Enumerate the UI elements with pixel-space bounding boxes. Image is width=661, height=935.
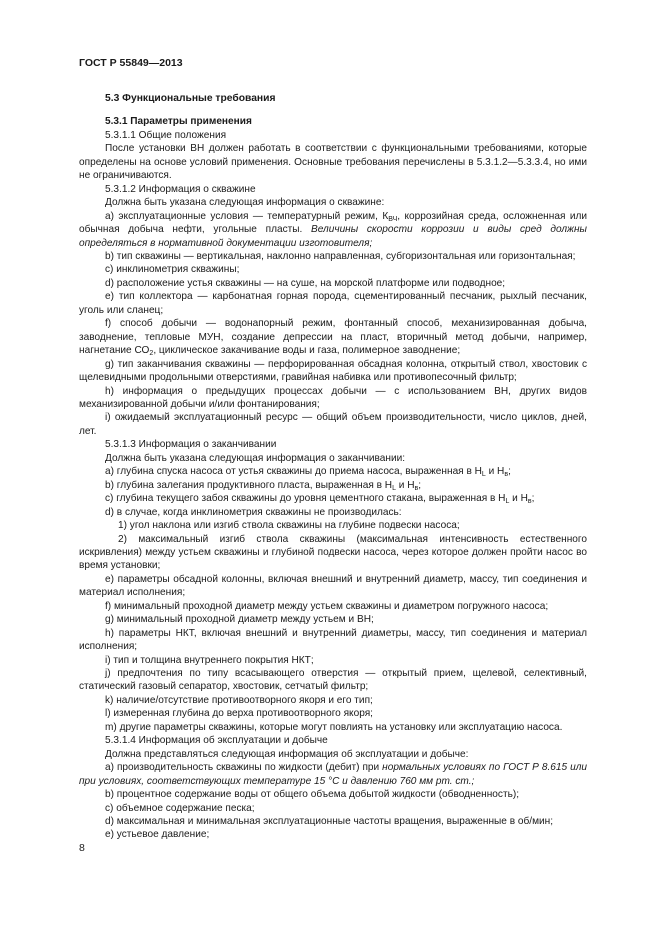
paragraph: После установки ВН должен работать в соответствии с функциональными требованиями, которые определены на основе условий применения. Основные требования перечислены в 5.3.1.2—5.3.3.4, но ими не ограничиваются.: [79, 143, 587, 182]
list-item: k) наличие/отсутствие противоотворного якоря и его тип;: [105, 694, 373, 706]
list-item: b) тип скважины — вертикальная, наклонно направленная, субгоризонтальная или горизонтальная;: [105, 250, 576, 262]
list-item: i) тип и толщина внутреннего покрытия НКТ;: [105, 654, 314, 666]
list-item: l) измеренная глубина до верха противоотворного якоря;: [105, 708, 373, 720]
page-number: 8: [79, 842, 85, 854]
list-subitem: 1) угол наклона или изгиб ствола скважины на глубине подвески насоса;: [118, 520, 460, 532]
list-item: а) производительность скважины по жидкости (дебит) при нормальных условиях по ГОСТ Р 8.615 или при условиях, соответствующих температуре 15 °С и давлению 760 мм рт. ст.;: [79, 762, 588, 787]
paragraph: Должна быть указана следующая информация о скважине:: [105, 197, 385, 209]
list-item: е) тип коллектора — карбонатная горная порода, сцементированный песчаник, рыхлый песчаник, уголь или сланец;: [79, 291, 587, 316]
document-header: ГОСТ Р 55849—2013: [79, 57, 183, 69]
list-item: b) глубина залегания продуктивного пласта, выраженная в $Н_L$ и $Н_в$;: [105, 479, 422, 492]
list-item: а) глубина спуска насоса от устья скважины до приема насоса, выраженная в $Н_L$ и $Н_в$;: [105, 466, 511, 479]
section-5-3-title: 5.3 Функциональные требования: [105, 93, 276, 104]
list-item: е) параметры обсадной колонны, включая внешний и внутренний диаметр, массу, тип соединения и материал исполнения;: [79, 573, 587, 599]
list-item: c) объемное содержание песка;: [105, 802, 255, 814]
list-item: d) максимальная и минимальная эксплуатационные частоты вращения, выраженные в об/мин;: [105, 816, 554, 828]
list-subitem: 2) максимальный изгиб ствола скважины (максимальная интенсивность естественного искривления) между устьем скважины и глубиной подвески насоса, через которое должен пройти насос во время установки;: [79, 533, 587, 572]
paragraph: Должна представляться следующая информация об эксплуатации и добыче:: [105, 748, 469, 760]
list-item: c) инклинометрия скважины;: [105, 264, 240, 276]
list-item: f) минимальный проходной диаметр между устьем скважины и диаметром погружного насоса;: [105, 600, 549, 612]
list-item: h) параметры НКТ, включая внешний и внутренний диаметры, массу, тип соединения и материал исполнения;: [79, 627, 587, 653]
subsection-title: 5.3.1.1 Общие положения: [105, 129, 227, 141]
list-item: f) способ добычи — водонапорный режим, фонтанный способ, механизированная добыча, заводнение, тепловые МУН, создание депрессии на пласт, вторичный метод добычи, например, нагнетание $СО_2$, циклическое закачивание воды и газа, полимерное заводнение;: [79, 318, 587, 358]
list-item: d) в случае, когда инклинометрия скважины не производилась:: [105, 506, 402, 518]
list-item: i) ожидаемый эксплуатационный ресурс — общий объем производительности, число циклов, дней, лет.: [79, 412, 587, 437]
section-5-3-1-title: 5.3.1 Параметры применения: [105, 116, 252, 128]
list-item: c) глубина текущего забоя скважины до уровня цементного стакана, выраженная в $Н_L$ и $Н_в$;: [105, 493, 535, 506]
paragraph: Должна быть указана следующая информация о заканчивании:: [105, 452, 406, 464]
list-item: h) информация о предыдущих процессах добычи — с использованием ВН, других видов механизированной добычи и/или фонтанирования;: [79, 385, 587, 410]
list-item: j) предпочтения по типу всасывающего отверстия — открытый прием, щелевой, селективный, статический газовый сепаратор, хвостовик, сетчатый фильтр;: [79, 668, 587, 693]
subsection-title: 5.3.1.4 Информация об эксплуатации и добыче: [105, 735, 328, 747]
list-item: d) расположение устья скважины — на суше, на морской платформе или подводное;: [105, 277, 506, 289]
list-item: b) процентное содержание воды от общего объема добытой жидкости (обводненность);: [105, 789, 520, 801]
subsection-title: 5.3.1.3 Информация о заканчивании: [105, 439, 277, 451]
list-item: g) минимальный проходной диаметр между устьем и ВН;: [105, 614, 374, 626]
list-item: g) тип заканчивания скважины — перфорированная обсадная колонна, открытый ствол, хвостовик с щелевидными продольными отверстиями, гравийная набивка или противопесочный фильтр;: [79, 358, 587, 384]
document-body: [79, 92, 587, 842]
list-item: е) устьевое давление;: [105, 829, 210, 841]
list-item: а) эксплуатационные условия — температурный режим, $К_{ВЧ}$, коррозийная среда, осложненная или обычная добыча нефти, угольные пласты. Величины скорости коррозии и виды сред должны определяться в нормативной документации изготовителя;: [79, 210, 587, 249]
list-item: m) другие параметры скважины, которые могут повлиять на установку или эксплуатацию насоса.: [105, 721, 563, 733]
subsection-title: 5.3.1.2 Информация о скважине: [105, 183, 256, 195]
